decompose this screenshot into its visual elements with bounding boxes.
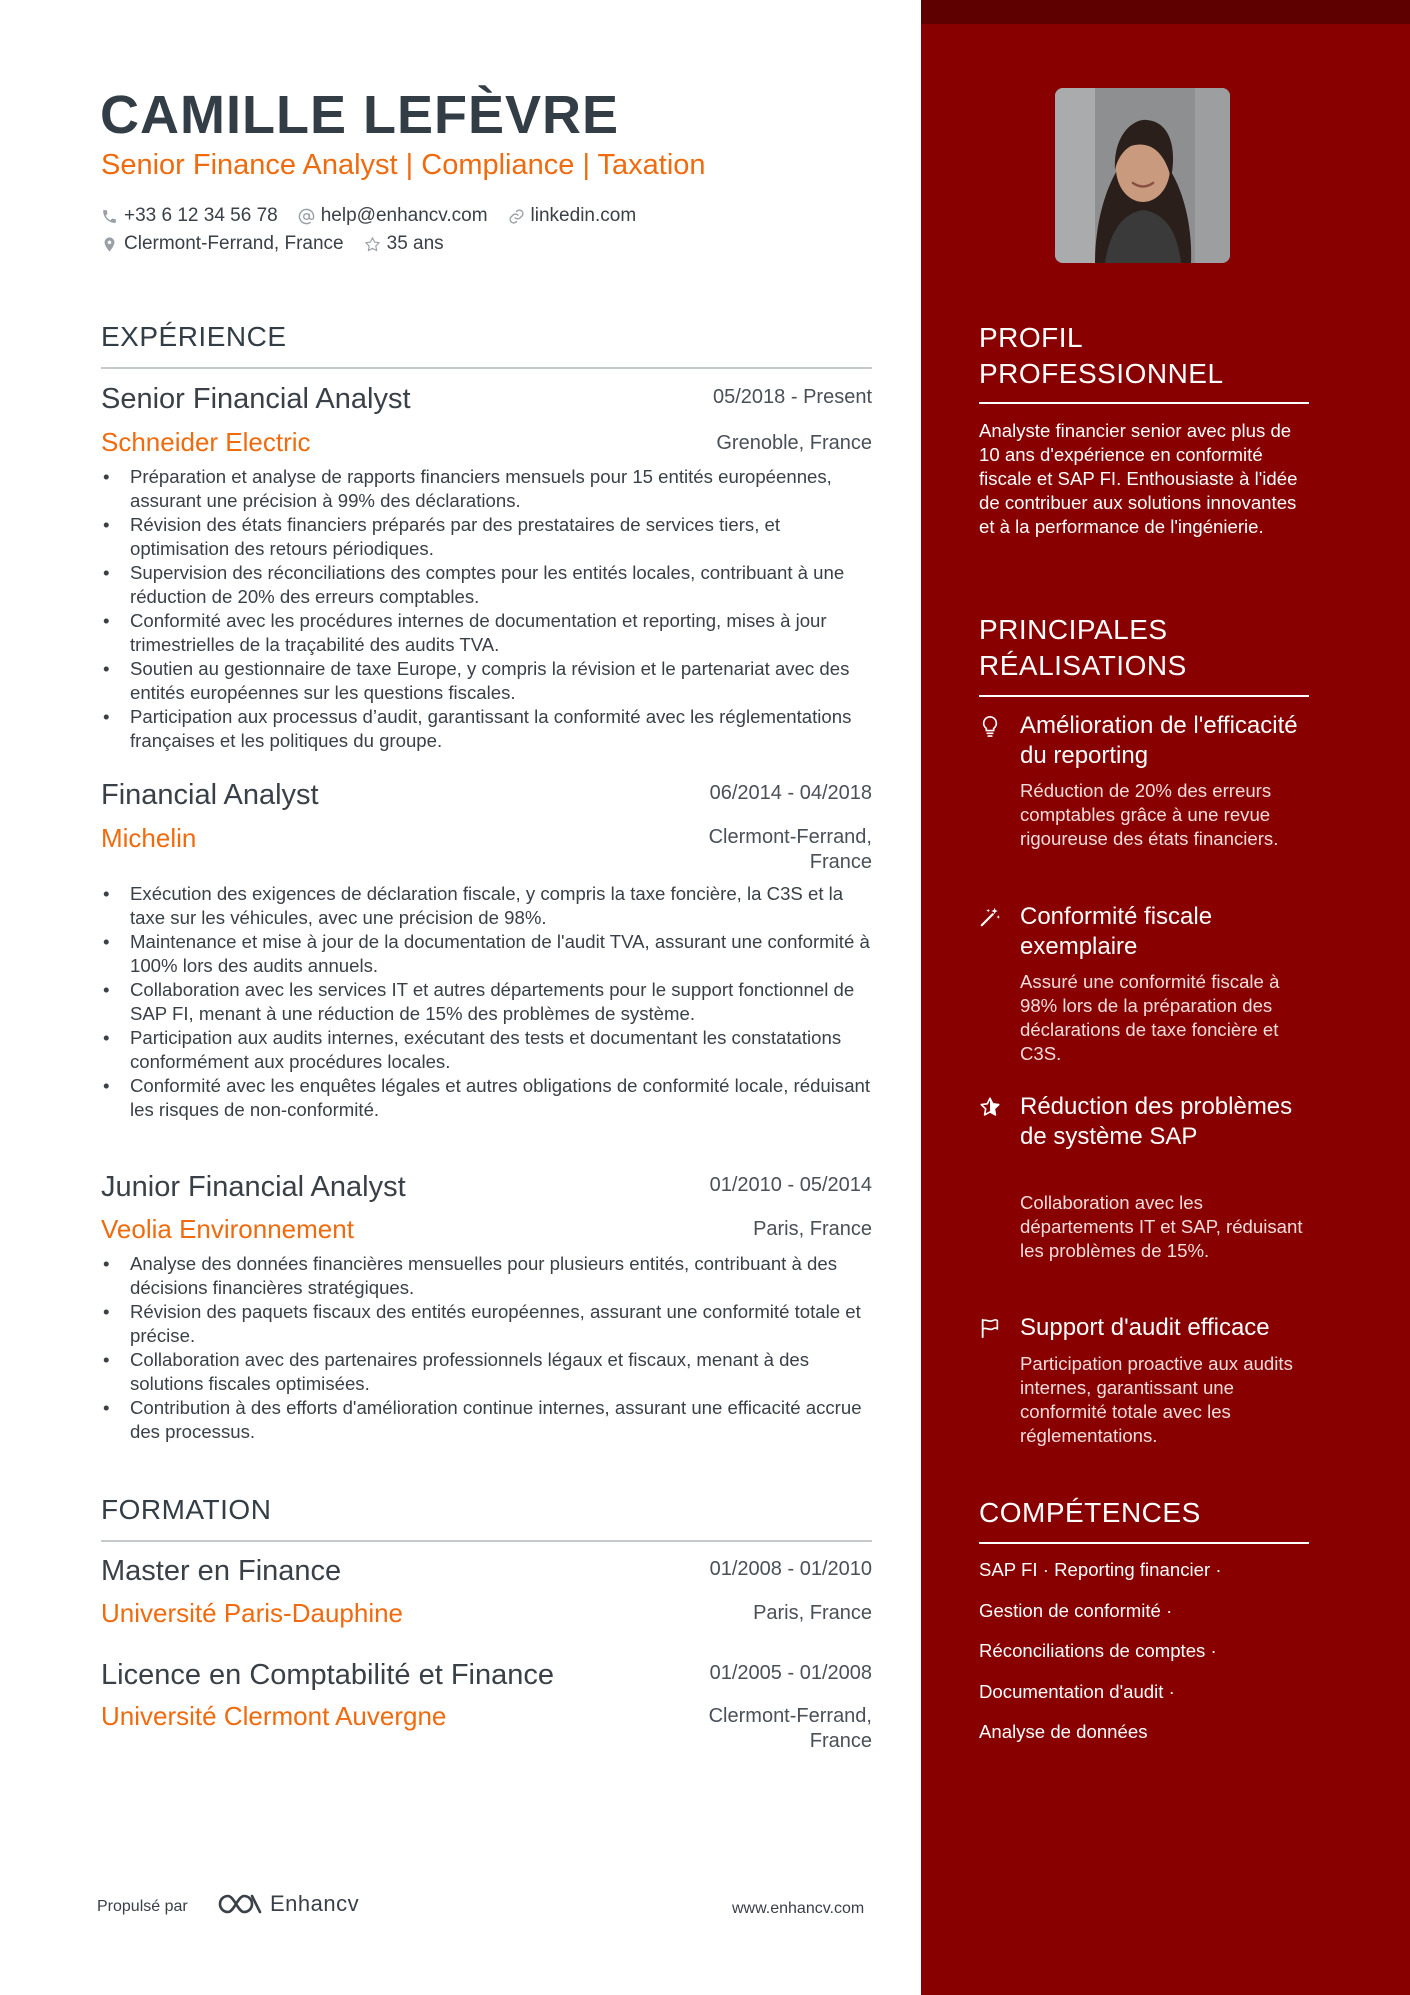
email-contact[interactable]	[298, 205, 488, 227]
job-bullet: • Participation aux processus d’audit, garantissant la conformité avec les réglementations françaises et les politiques du groupe.	[101, 705, 872, 753]
job-bullet: • Conformité avec les enquêtes légales et autres obligations de conformité locale, réduisant les risques de non-conformité.	[101, 1074, 872, 1122]
candidate-headline: Senior Finance Analyst | Compliance | Taxation	[101, 149, 706, 181]
company-name: Michelin	[101, 823, 197, 853]
job-bullets	[101, 882, 872, 1122]
degree-dates: 01/2008 - 01/2010	[709, 1558, 872, 1580]
experience-section-title: EXPÉRIENCE	[101, 321, 287, 352]
degree-dates: 01/2005 - 01/2008	[709, 1662, 872, 1684]
school-location	[709, 1704, 872, 1754]
skill-line: SAP FI · Reporting financier ·	[979, 1559, 1222, 1580]
job-bullet: • Soutien au gestionnaire de taxe Europe, y compris la révision et le partenariat avec des entités européennes sur les questions fiscales.	[101, 657, 872, 705]
candidate-name: CAMILLE LEFÈVRE	[100, 85, 620, 145]
magic-wand-icon	[979, 906, 1001, 928]
achievements-title-line: RÉALISATIONS	[979, 650, 1187, 681]
achievements-title-line: PRINCIPALES	[979, 614, 1168, 645]
enhancv-logo-text: Enhancv	[270, 1891, 360, 1916]
profile-title-line: PROFIL	[979, 322, 1084, 353]
skills-section-title: COMPÉTENCES	[979, 1497, 1201, 1528]
job-bullets	[101, 465, 872, 753]
link-icon	[508, 208, 525, 225]
phone-icon	[101, 208, 118, 225]
achievement-description: Collaboration avec les départements IT et SAP, réduisant les problèmes de 15%.	[1020, 1192, 1303, 1261]
company-name: Veolia Environnement	[101, 1214, 354, 1244]
job-title: Senior Financial Analyst	[101, 383, 411, 415]
powered-by-label: Propulsé par	[97, 1898, 188, 1915]
profile-photo-illustration	[1055, 88, 1230, 263]
achievement-title: Conformité fiscale exemplaire	[1020, 903, 1213, 960]
job-location: Grenoble, France	[716, 432, 872, 454]
sidebar-column	[921, 0, 1410, 1995]
achievement-title: Support d'audit efficace	[1020, 1314, 1270, 1341]
degree-title: Licence en Comptabilité et Finance	[101, 1659, 554, 1691]
location-contact	[101, 233, 344, 255]
contact-info	[101, 202, 656, 258]
education-section-title: FORMATION	[101, 1494, 272, 1525]
age-contact	[364, 233, 444, 255]
achievement-description: Assuré une conformité fiscale à 98% lors de la préparation des déclarations de taxe foncière et C3S.	[1020, 971, 1280, 1064]
job-bullet: • Révision des paquets fiscaux des entités européennes, assurant une conformité totale et précise.	[101, 1300, 872, 1348]
school-name: Université Paris-Dauphine	[101, 1598, 404, 1628]
job-bullet: • Collaboration avec les services IT et autres départements pour le support fonctionnel de SAP FI, menant à une réduction de 15% des problèmes de système.	[101, 978, 872, 1026]
profile-divider	[979, 402, 1309, 404]
location-pin-icon	[101, 236, 118, 253]
phone-text: +33 6 12 34 56 78	[124, 205, 278, 226]
job-location: Paris, France	[753, 1218, 872, 1240]
job-bullets	[101, 1252, 872, 1444]
company-name: Schneider Electric	[101, 427, 311, 457]
skill-line: Analyse de données	[979, 1721, 1148, 1742]
skills-divider	[979, 1542, 1309, 1544]
skill-line: Documentation d'audit ·	[979, 1680, 1175, 1702]
phone-contact	[101, 205, 278, 227]
enhancv-logo[interactable]	[216, 1891, 359, 1917]
job-bullet: • Supervision des réconciliations des comptes pour les entités locales, contribuant à une réduction de 20% des erreurs comptables.	[101, 561, 872, 609]
job-bullet: • Analyse des données financières mensuelles pour plusieurs entités, contribuant à des décisions financières stratégiques.	[101, 1252, 872, 1300]
location-text: Clermont-Ferrand, France	[124, 233, 344, 254]
job-location	[709, 825, 872, 875]
job-location-line: Clermont-Ferrand,	[708, 826, 872, 848]
profile-photo	[1055, 88, 1230, 263]
job-bullet: • Participation aux audits internes, exécutant des tests et documentant les constatations conformément aux procédures locales.	[101, 1026, 872, 1074]
job-dates: 01/2010 - 05/2014	[709, 1174, 872, 1196]
star-icon	[979, 1096, 1001, 1118]
at-icon	[298, 208, 315, 225]
job-bullet: • Révision des états financiers préparés par des prestataires de services tiers, et optimisation des retours périodiques.	[101, 513, 872, 561]
job-dates: 05/2018 - Present	[713, 386, 872, 408]
flag-icon	[979, 1317, 1001, 1339]
education-divider	[101, 1540, 872, 1542]
achievement-title: Réduction des problèmes de système SAP	[1020, 1093, 1293, 1150]
job-location-line: France	[809, 851, 872, 873]
job-bullet: • Contribution à des efforts d'amélioration continue internes, assurant une efficacité accrue des processus.	[101, 1396, 872, 1444]
job-bullet: • Collaboration avec des partenaires professionnels légaux et fiscaux, menant à des solutions fiscales optimisées.	[101, 1348, 872, 1396]
degree-title: Master en Finance	[101, 1555, 342, 1587]
school-name: Université Clermont Auvergne	[101, 1701, 447, 1731]
job-dates: 06/2014 - 04/2018	[709, 782, 872, 804]
job-bullet: • Préparation et analyse de rapports financiers mensuels pour 15 entités européennes, assurant une précision à 99% des déclarations.	[101, 465, 872, 513]
job-title: Junior Financial Analyst	[101, 1171, 406, 1203]
job-bullet: • Exécution des exigences de déclaration fiscale, y compris la taxe foncière, la C3S et la taxe sur les véhicules, avec une précision de 98%.	[101, 882, 872, 930]
job-bullet: • Conformité avec les procédures internes de documentation et reporting, mises à jour trimestrielles de la traçabilité des audits TVA.	[101, 609, 872, 657]
achievement-description: Participation proactive aux audits internes, garantissant une conformité totale avec les réglementations.	[1020, 1353, 1293, 1446]
skills-list	[979, 1558, 1314, 1761]
achievement-title: Amélioration de l'efficacité du reporting	[1020, 712, 1298, 769]
enhancv-logo-icon	[216, 1891, 264, 1917]
skill-line: Réconciliations de comptes ·	[979, 1640, 1217, 1661]
job-title: Financial Analyst	[101, 779, 319, 811]
school-location-line: France	[809, 1730, 872, 1752]
email-text: help@enhancv.com	[320, 205, 488, 226]
age-text: 35 ans	[386, 233, 444, 254]
job-bullet: • Maintenance et mise à jour de la documentation de l'audit TVA, assurant une conformité à 100% lors des audits annuels.	[101, 930, 872, 978]
sidebar-top-band	[921, 0, 1410, 24]
star-outline-icon	[364, 236, 381, 253]
profile-summary: Analyste financier senior avec plus de 10 ans d'expérience en conformité fiscale et SAP FI. Enthousiaste à l'idée de contribuer aux solutions innovantes et à la performance de l'ingénierie.	[979, 420, 1298, 537]
link-contact[interactable]	[508, 205, 637, 227]
achievement-description: Réduction de 20% des erreurs comptables grâce à une revue rigoureuse des états financiers.	[1020, 780, 1279, 849]
lightbulb-icon	[979, 715, 1001, 737]
achievements-section-title	[979, 612, 1187, 684]
school-location-line: Clermont-Ferrand,	[708, 1705, 872, 1727]
skill-line: Gestion de conformité ·	[979, 1599, 1173, 1621]
experience-divider	[101, 367, 872, 369]
profile-title-line: PROFESSIONNEL	[979, 358, 1224, 389]
profile-section-title	[979, 320, 1224, 392]
footer-url[interactable]: www.enhancv.com	[732, 1900, 865, 1917]
achievements-divider	[979, 695, 1309, 697]
school-location: Paris, France	[753, 1602, 872, 1624]
link-text: linkedin.com	[530, 205, 637, 226]
